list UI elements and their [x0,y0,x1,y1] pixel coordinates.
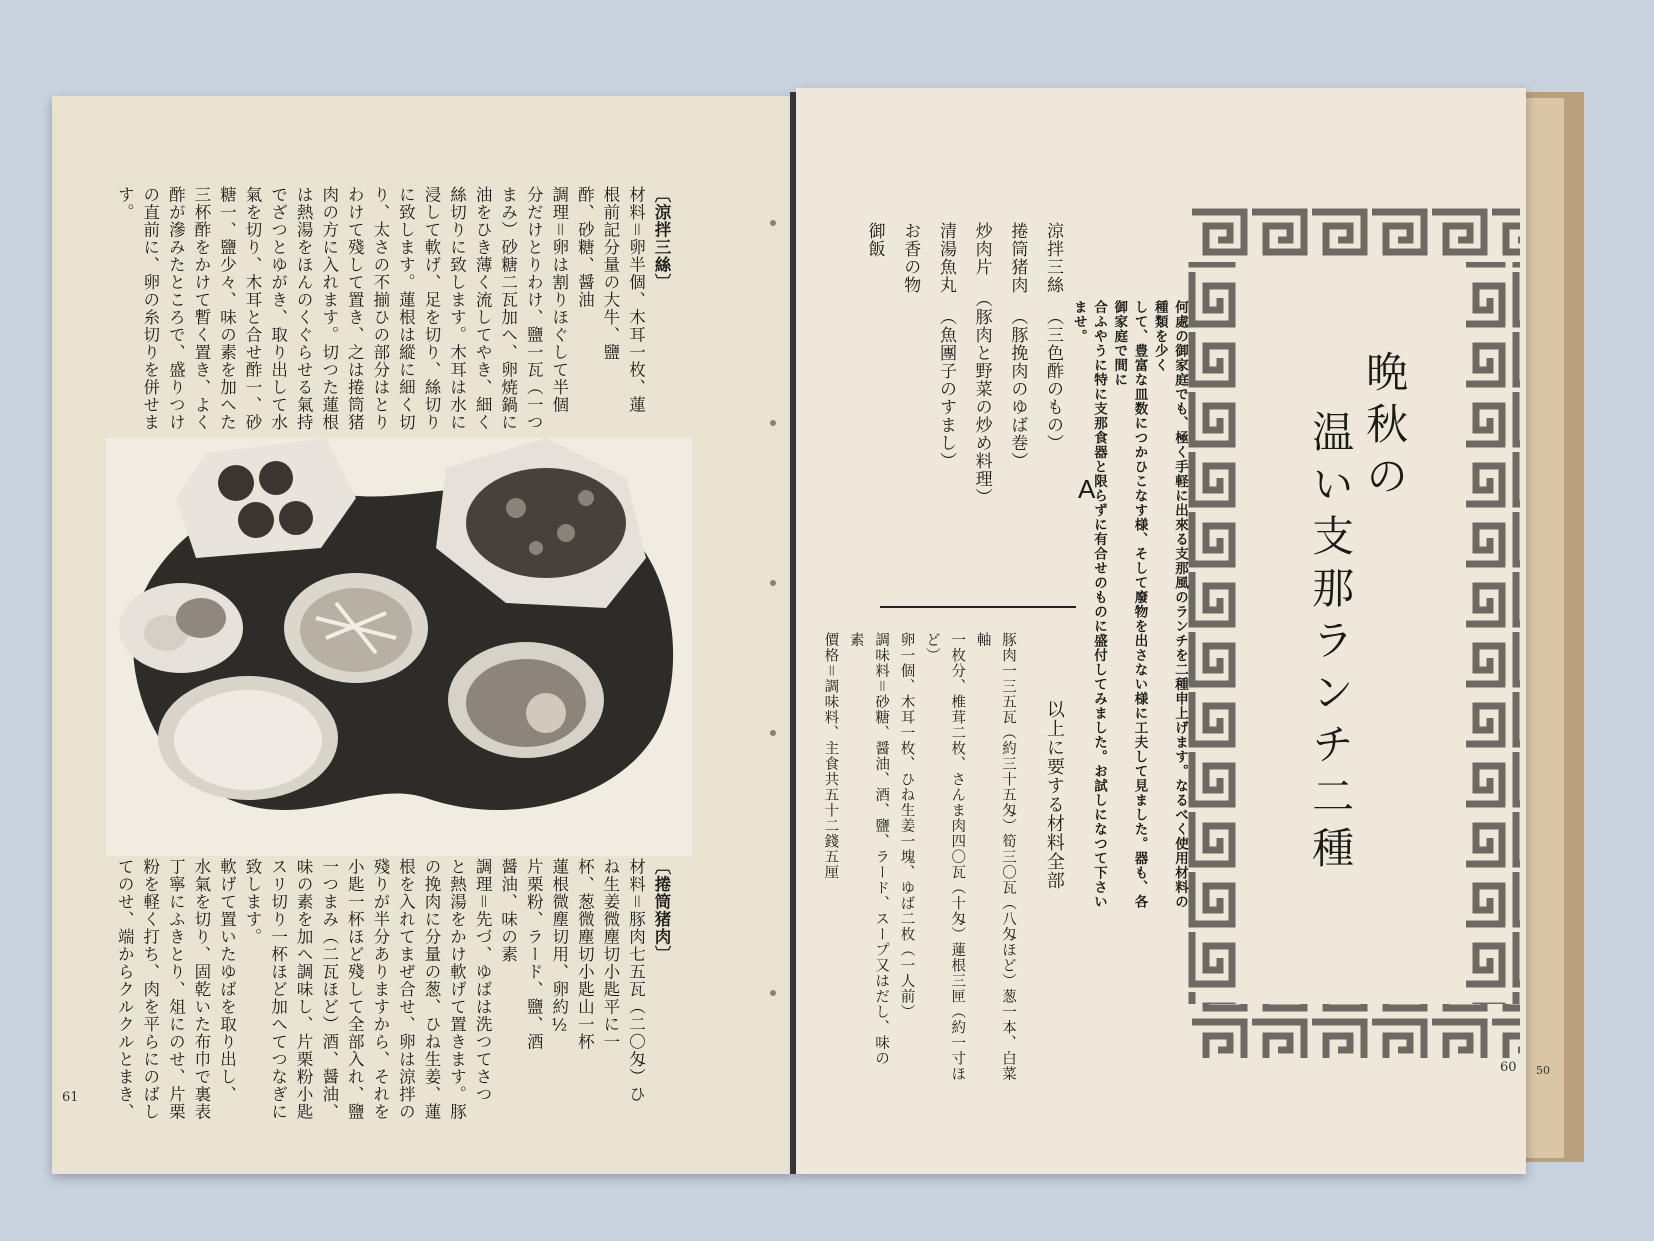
menu-item-name: 炒肉片 [971,222,992,276]
intro-paragraph [1070,300,1190,920]
menu-item [1034,222,1070,562]
text-line: の挽肉に分量の葱、ひね生姜、蓮 [421,858,441,1121]
text-line: 酢、砂糖、醤油 [575,186,595,309]
menu-item-name: お香の物 [900,222,921,294]
text-line: まみ）砂糖二瓦加へ、卵焼鍋に [498,186,518,431]
text-line: は熱湯をほんのくぐらせる氣持 [294,186,314,431]
text-line: 杯、葱微塵切小匙山一杯 [575,858,595,1051]
dishes-illustration [106,438,692,856]
recipe-heading-liangban: 〔涼拌三絲〕 [652,186,671,291]
text-line: 蓮根微塵切用、卵約½ [549,858,569,1036]
article-title-line1: 晩秋の [1360,350,1410,506]
text-line: 水氣を切り、固乾いた布巾で裏表 [191,858,211,1121]
page-edge-number: 50 [1536,1064,1550,1077]
text-line: 何處の御家庭でも、極く手軽に出來る支那風のランチを二種申上げます。なるべく使用材料の種類を少く [1151,300,1188,909]
page-number-right: 60 [1500,1060,1517,1075]
text-line: り、太さの不揃ひの部分はとり [370,186,390,431]
text-line: 根を入れてまぜ合せ、卵は涼拌の [396,858,416,1121]
menu-item [999,222,1035,562]
section-label-a: A [1078,474,1096,504]
text-line: 調理＝卵は割りほぐして半個 [549,186,569,414]
menu-item-desc: （豚挽肉のゆば巻） [1007,308,1028,470]
menu-item [963,222,999,562]
text-line: 價格＝調味料、主食共五十二錢五厘 [822,632,839,880]
text-line: に致します。蓮根は縱に細く切 [396,186,416,431]
text-line: 合ふやうに特に支那食器と限らずに有合せのものに盛付してみました。お試しになつて下さいませ。 [1070,300,1107,909]
text-line: スリ切り一杯ほど加へてつなぎに [268,858,288,1121]
recipe-liangban-text [94,186,674,436]
recipe-juantong-text [94,858,674,1128]
text-line: ね生姜微塵切小匙平に一 [600,858,620,1051]
text-line: 味の素を加へ調味し、片栗粉小匙 [294,858,314,1121]
text-line: 油をひき薄く流してやき、細く [473,186,493,431]
text-line: 肉の方に入れます。切つた蓮根 [319,186,339,431]
text-line: の直前に、卵の糸切りを併せま [140,186,160,431]
menu-item-desc: （魚團子のすまし） [935,308,956,470]
menu-list [864,222,1070,562]
text-line: 片栗粉、ラード、鹽、酒 [524,858,544,1051]
text-line: でざつとゆがき、取り出して水 [268,186,288,431]
text-line: 一枚分、椎茸二枚、さんま肉四〇瓦（十匁）蓮根三匣（約一寸ほど） [923,632,966,1082]
menu-item-desc: （三色酢のもの） [1043,308,1063,452]
text-line: して、豊富な皿数につかひこなす様、そして廢物を出さない様に工夫して見ました。器も、各御家庭で間に [1111,300,1148,909]
menu-item [927,222,963,562]
text-line: 材料＝卵半個、木耳一枚、蓮 [626,186,646,414]
stitch-holes [770,220,780,1000]
page-number-left: 61 [62,1090,79,1105]
bowl-rice [158,676,338,800]
article-title-line2: 温い支那ランチ二種 [1306,410,1356,878]
menu-item [892,222,928,562]
dishes-photo [106,438,692,856]
text-line: 材料＝豚肉七五瓦（二〇匁）ひ [626,858,646,1103]
text-line: 丁寧にふきとり、俎にのせ、片栗 [166,858,186,1121]
text-line: てのせ、端からクルクルとまき、 [115,858,135,1121]
materials-list [822,632,1020,1082]
text-line: 根前記分量の大牛、鹽 [600,186,620,361]
text-line: 豚肉一三五瓦（約三十五匁）筍三〇瓦（八匁ほど）葱一本、白菜軸 [974,632,1016,1082]
section-divider [880,606,1076,608]
menu-item [856,222,892,562]
text-line: 調味料＝砂糖、醤油、酒、鹽、ラード、スープ又はだし、味の [873,632,890,1066]
text-line: 分だけとりわけ、鹽一瓦（一つ [524,186,544,431]
text-line: と熱湯をかけ軟げて置きます。豚 [447,858,467,1121]
text-line: 粉を軽く打ち、肉を平らにのばし [140,858,160,1121]
text-line: 一つまみ（二瓦ほど）酒、醤油、 [319,858,339,1121]
bowl-soup [448,642,604,758]
materials-heading: 以上に要する材料全部 [1043,700,1065,890]
bowl-salad [284,573,428,683]
text-line: 絲切りに致します。木耳は水に [447,186,467,431]
menu-item-desc: （豚肉と野菜の炒め料理） [971,290,992,506]
text-line: 浸して軟げ、足を切り、絲切り [421,186,441,431]
text-line: 小匙一杯ほど殘して全部入れ、鹽 [345,858,365,1121]
text-line: わけて殘して置き、之は捲筒猪 [345,186,365,431]
text-line: 氣を切り、木耳と合せ酢一、砂 [243,186,262,431]
text-line: 三杯酢をかけて暫く置き、よく [191,186,211,431]
recipe-heading-juantong: 〔捲筒猪肉〕 [652,858,671,963]
text-line: 醤油、味の素 [498,858,518,963]
text-line: 卵一個、木耳一枚、ひね生姜一塊、ゆば二枚（一人前） [898,632,915,1020]
text-line: 軟げて置いたゆばを取り出し、 [217,858,237,1103]
text-line: 殘りが半分ありますから、それを [370,858,390,1121]
text-line: 致します。 [243,858,262,946]
text-line: 酢が滲みたところで、盛りつけ [166,186,186,431]
text-line: 素 [847,632,864,648]
text-line: 糖一、鹽少々、味の素を加へた [217,186,237,431]
menu-item-name: 涼拌三絲 [1043,222,1063,294]
text-line: 調理＝先づ、ゆばは洗つてさつ [473,858,493,1103]
menu-item-name: 捲筒猪肉 [1007,222,1028,294]
menu-item-name: 清湯魚丸 [935,222,956,294]
plate-pickles [119,583,243,673]
menu-item-name: 御飯 [864,222,885,258]
text-line: す。 [115,186,135,221]
